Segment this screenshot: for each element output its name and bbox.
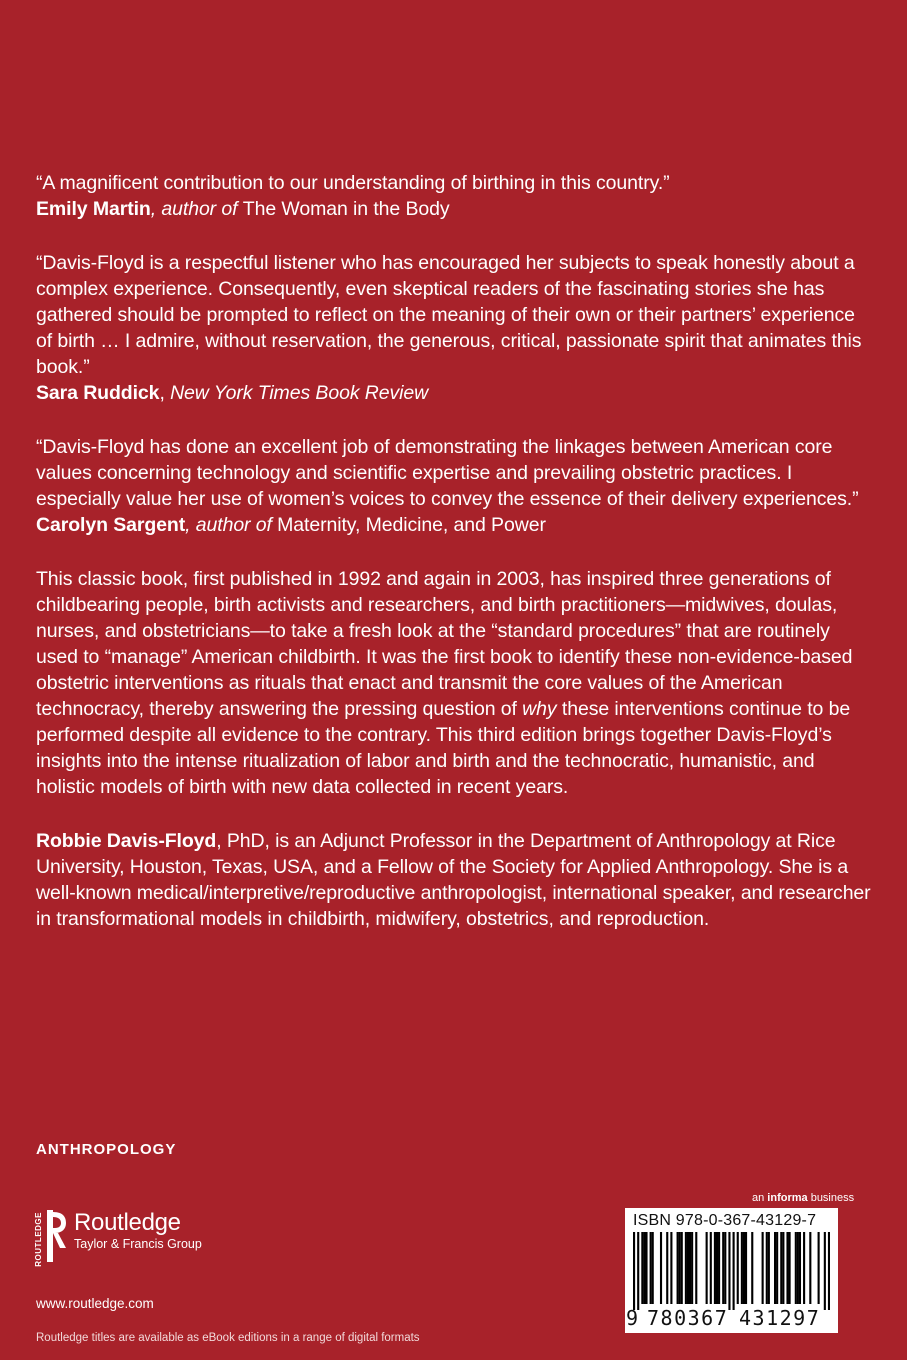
barcode-bar xyxy=(679,1232,681,1304)
barcode-bar xyxy=(766,1232,768,1304)
barcode-bar xyxy=(780,1232,782,1304)
barcode-bar xyxy=(706,1232,708,1304)
barcode-digits-right: 431297 xyxy=(739,1306,821,1330)
publisher-website: www.routledge.com xyxy=(36,1296,154,1311)
book-description xyxy=(36,566,876,800)
quote-attribution xyxy=(36,380,876,406)
quote-source: The Woman in the Body xyxy=(242,198,450,220)
quote-1 xyxy=(36,170,876,222)
barcode-digits-left: 780367 xyxy=(647,1306,729,1330)
description-emphasis: why xyxy=(522,698,557,720)
barcode-bar xyxy=(681,1232,683,1304)
barcode-bar xyxy=(718,1232,720,1304)
barcode-guard-bar xyxy=(633,1232,635,1310)
quote-role: , author of xyxy=(150,198,243,220)
barcode-bar xyxy=(762,1232,764,1304)
barcode-bar xyxy=(743,1232,745,1304)
barcode-digit-first: 9 xyxy=(626,1306,639,1330)
barcode-bar xyxy=(716,1232,718,1304)
quote-role: , author of xyxy=(185,514,278,536)
barcode-bar xyxy=(797,1232,799,1304)
barcode-bar xyxy=(689,1232,691,1304)
barcode-bar xyxy=(795,1232,797,1304)
publisher-names xyxy=(74,1208,202,1252)
cover-text xyxy=(36,170,876,960)
informa-prefix: an xyxy=(752,1192,768,1204)
barcode-bar xyxy=(695,1232,697,1304)
bio-author-name: Robbie Davis-Floyd xyxy=(36,830,217,852)
author-bio xyxy=(36,828,876,932)
publisher-name: Routledge xyxy=(74,1209,181,1236)
barcode-bar xyxy=(737,1232,739,1304)
quote-attribution xyxy=(36,512,876,538)
subject-category: ANTHROPOLOGY xyxy=(36,1141,177,1158)
informa-suffix: business xyxy=(807,1192,855,1204)
quote-author: Emily Martin xyxy=(36,198,151,220)
bio-details: , PhD, is an Adjunct Professor in the Department of Anthropology at Rice University, Houston, Texas, USA, and a Fellow of the Society for Applied Anthropology. She is a well-known medical/interpretive/reproductive anthropologist, international speaker, and researcher in transformational models in childbirth, midwifery, obstetrics, and reproduction. xyxy=(36,830,871,930)
barcode-bar xyxy=(818,1232,820,1304)
barcode-bar xyxy=(789,1232,791,1304)
bio-text xyxy=(36,828,876,932)
barcode-guard-bar xyxy=(637,1232,639,1310)
informa-business-label xyxy=(752,1192,854,1204)
quote-source: Maternity, Medicine, and Power xyxy=(277,514,546,536)
quote-author: Sara Ruddick xyxy=(36,382,160,404)
barcode-bar xyxy=(687,1232,689,1304)
barcode-bar xyxy=(782,1232,784,1304)
routledge-r-icon xyxy=(34,1208,68,1267)
barcode-bar xyxy=(677,1232,679,1304)
quote-source: New York Times Book Review xyxy=(170,382,429,404)
publisher-group: Taylor & Francis Group xyxy=(74,1237,202,1251)
quote-text: “A magnificent contribution to our understanding of birthing in this country.” xyxy=(36,172,670,194)
quote-text: “Davis-Floyd is a respectful listener who has encouraged her subjects to speak honestly about a complex experience. Consequently, even skeptical readers of the fascinating stories she has gathered should be prompted to reflect on the meaning of their own or their partners’ experience of birth … I admire, without reservation, the generous, critical, passionate spirit that animates this book.” xyxy=(36,252,862,378)
barcode-bar xyxy=(650,1232,652,1304)
quote-attribution xyxy=(36,196,876,222)
barcode-bar xyxy=(710,1232,712,1304)
quote-3 xyxy=(36,434,876,538)
barcode-bar xyxy=(741,1232,743,1304)
barcode-bar xyxy=(722,1232,724,1304)
barcode-bar xyxy=(799,1232,801,1304)
barcode-bar xyxy=(643,1232,645,1304)
barcode-guard-bar xyxy=(728,1232,730,1310)
routledge-vertical-mark: ROUTLEDGE xyxy=(34,1212,43,1267)
description-part-1: This classic book, first published in 1992 and again in 2003, has inspired three generations of childbearing people, birth activists and researchers, and birth practitioners—midwives, doulas, nurses, and obstetricians—to take a fresh look at the “standard procedures” that are routinely used to “manage” American childbirth. It was the first book to identify these non-evidence-based obstetric interventions as rituals that enact and transmit the core values of the American technocracy, thereby answering the pressing question of xyxy=(36,568,853,720)
barcode-bar xyxy=(768,1232,770,1304)
barcode-bar xyxy=(652,1232,654,1304)
barcode-bar xyxy=(745,1232,747,1304)
barcode-bar xyxy=(670,1232,672,1304)
isbn-label: ISBN 978-0-367-43129-7 xyxy=(633,1212,817,1229)
barcode-bars xyxy=(633,1232,830,1310)
ebook-note: Routledge titles are available as eBook editions in a range of digital formats xyxy=(36,1332,420,1344)
barcode-bar xyxy=(685,1232,687,1304)
barcode-bar xyxy=(714,1232,716,1304)
quote-text: “Davis-Floyd has done an excellent job of demonstrating the linkages between American core values concerning technology and scientific expertise and prevailing obstetric practices. I especially value her use of women’s voices to convey the essence of their delivery experiences.” xyxy=(36,436,859,510)
description-text xyxy=(36,566,876,800)
barcode-bar xyxy=(641,1232,643,1304)
informa-brand: informa xyxy=(767,1192,808,1204)
barcode-bar xyxy=(724,1232,726,1304)
barcode-bar xyxy=(751,1232,753,1304)
quote-2 xyxy=(36,250,876,406)
barcode-bar xyxy=(809,1232,811,1304)
description-part-2: these interventions continue to be performed despite all evidence to the contrary. This third edition brings together Davis-Floyd’s insights into the intense ritualization of labor and birth and the technocratic, humanistic, and holistic models of birth with new data collected in recent years. xyxy=(36,698,851,798)
barcode-guard-bar xyxy=(828,1232,830,1310)
barcode-bar xyxy=(660,1232,662,1304)
barcode-bar xyxy=(776,1232,778,1304)
barcode-bar xyxy=(774,1232,776,1304)
barcode-bar xyxy=(645,1232,647,1304)
isbn-barcode xyxy=(625,1208,838,1333)
barcode-guard-bar xyxy=(824,1232,826,1310)
barcode-guard-bar xyxy=(733,1232,735,1310)
barcode-bar xyxy=(691,1232,693,1304)
publisher-logo xyxy=(34,1208,202,1267)
barcode-bar xyxy=(786,1232,788,1304)
barcode-bar xyxy=(803,1232,805,1304)
barcode-bar xyxy=(666,1232,668,1304)
quote-author: Carolyn Sargent xyxy=(36,514,186,536)
barcode-digits xyxy=(625,1306,838,1330)
quote-role: , xyxy=(159,382,171,404)
